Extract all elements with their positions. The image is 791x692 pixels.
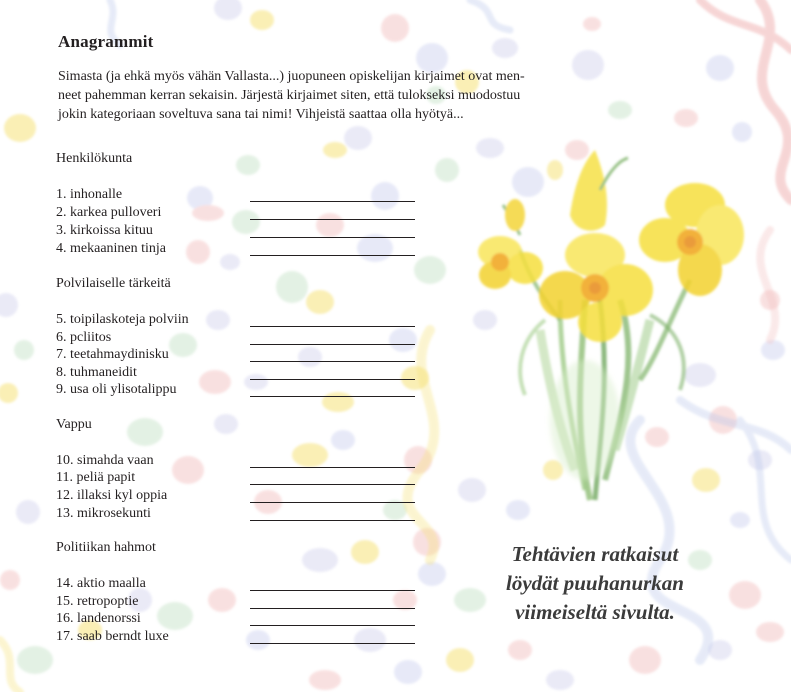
anagram-clue: 6. pcliitos — [56, 330, 112, 345]
intro-line: Simasta (ja ehkä myös vähän Vallasta...) juopuneen opiskelijan kirjaimet ovat men- — [58, 69, 525, 84]
answer-line[interactable] — [250, 201, 415, 202]
section-heading-politiikan-hahmot: Politiikan hahmot — [56, 540, 156, 555]
intro-line: jokin kategoriaan soveltuva sana tai nimi! Vihjeistä saattaa olla hyötyä... — [58, 107, 464, 122]
anagram-item — [56, 364, 416, 382]
anagram-item — [56, 452, 416, 470]
section-heading-polvilaiselle: Polvilaiselle tärkeitä — [56, 276, 171, 291]
answer-line[interactable] — [250, 344, 415, 345]
answer-line[interactable] — [250, 379, 415, 380]
answer-line[interactable] — [250, 590, 415, 591]
answer-line[interactable] — [250, 520, 415, 521]
anagram-clue: 13. mikrosekunti — [56, 506, 151, 521]
answer-line[interactable] — [250, 625, 415, 626]
anagram-item — [56, 346, 416, 364]
answer-line[interactable] — [250, 484, 415, 485]
anagram-item — [56, 593, 416, 611]
anagram-clue: 12. illaksi kyl oppia — [56, 488, 168, 503]
answer-line[interactable] — [250, 361, 415, 362]
answer-line[interactable] — [250, 502, 415, 503]
anagram-clue: 1. inhonalle — [56, 187, 123, 202]
answers-note-line: viimeiseltä sivulta. — [515, 600, 675, 624]
anagram-clue: 5. toipilaskoteja polviin — [56, 312, 189, 327]
anagram-clue: 8. tuhmaneidit — [56, 365, 137, 380]
answer-line[interactable] — [250, 219, 415, 220]
anagram-clue: 2. karkea pulloveri — [56, 205, 162, 220]
anagram-item — [56, 469, 416, 487]
answer-line[interactable] — [250, 467, 415, 468]
anagram-clue: 3. kirkoissa kituu — [56, 223, 153, 238]
anagram-item — [56, 222, 416, 240]
anagram-clue: 10. simahda vaan — [56, 453, 154, 468]
anagram-clue: 17. saab berndt luxe — [56, 629, 169, 644]
answers-note — [470, 540, 720, 627]
intro-paragraph — [58, 67, 563, 124]
anagram-clue: 9. usa oli ylisotalippu — [56, 382, 177, 397]
anagram-clue: 11. peliä papit — [56, 470, 136, 485]
anagram-item — [56, 610, 416, 628]
anagram-item — [56, 311, 416, 329]
anagram-item — [56, 487, 416, 505]
anagram-item — [56, 240, 416, 258]
answer-line[interactable] — [250, 237, 415, 238]
anagram-clue: 15. retropoptie — [56, 594, 139, 609]
anagram-item — [56, 505, 416, 523]
anagram-clue: 7. teetahmaydinisku — [56, 347, 169, 362]
anagram-item — [56, 204, 416, 222]
anagram-clue: 4. mekaaninen tinja — [56, 241, 167, 256]
answer-line[interactable] — [250, 608, 415, 609]
anagram-item — [56, 329, 416, 347]
answer-line[interactable] — [250, 255, 415, 256]
answer-line[interactable] — [250, 326, 415, 327]
answer-line[interactable] — [250, 396, 415, 397]
section-heading-henkilokunta: Henkilökunta — [56, 151, 133, 166]
intro-line: neet pahemman kerran sekaisin. Järjestä kirjaimet siten, että tulokseksi muodostuu — [58, 88, 521, 103]
anagram-item — [56, 575, 416, 593]
answers-note-line: löydät puuhanurkan — [506, 571, 684, 595]
section-heading-vappu: Vappu — [56, 417, 92, 432]
anagram-item — [56, 628, 416, 646]
page-title: Anagrammit — [58, 32, 154, 51]
anagram-item — [56, 381, 416, 399]
answer-line[interactable] — [250, 643, 415, 644]
anagram-clue: 16. landenorssi — [56, 611, 141, 626]
answers-note-line: Tehtävien ratkaisut — [511, 542, 679, 566]
anagram-clue: 14. aktio maalla — [56, 576, 146, 591]
anagram-item — [56, 186, 416, 204]
